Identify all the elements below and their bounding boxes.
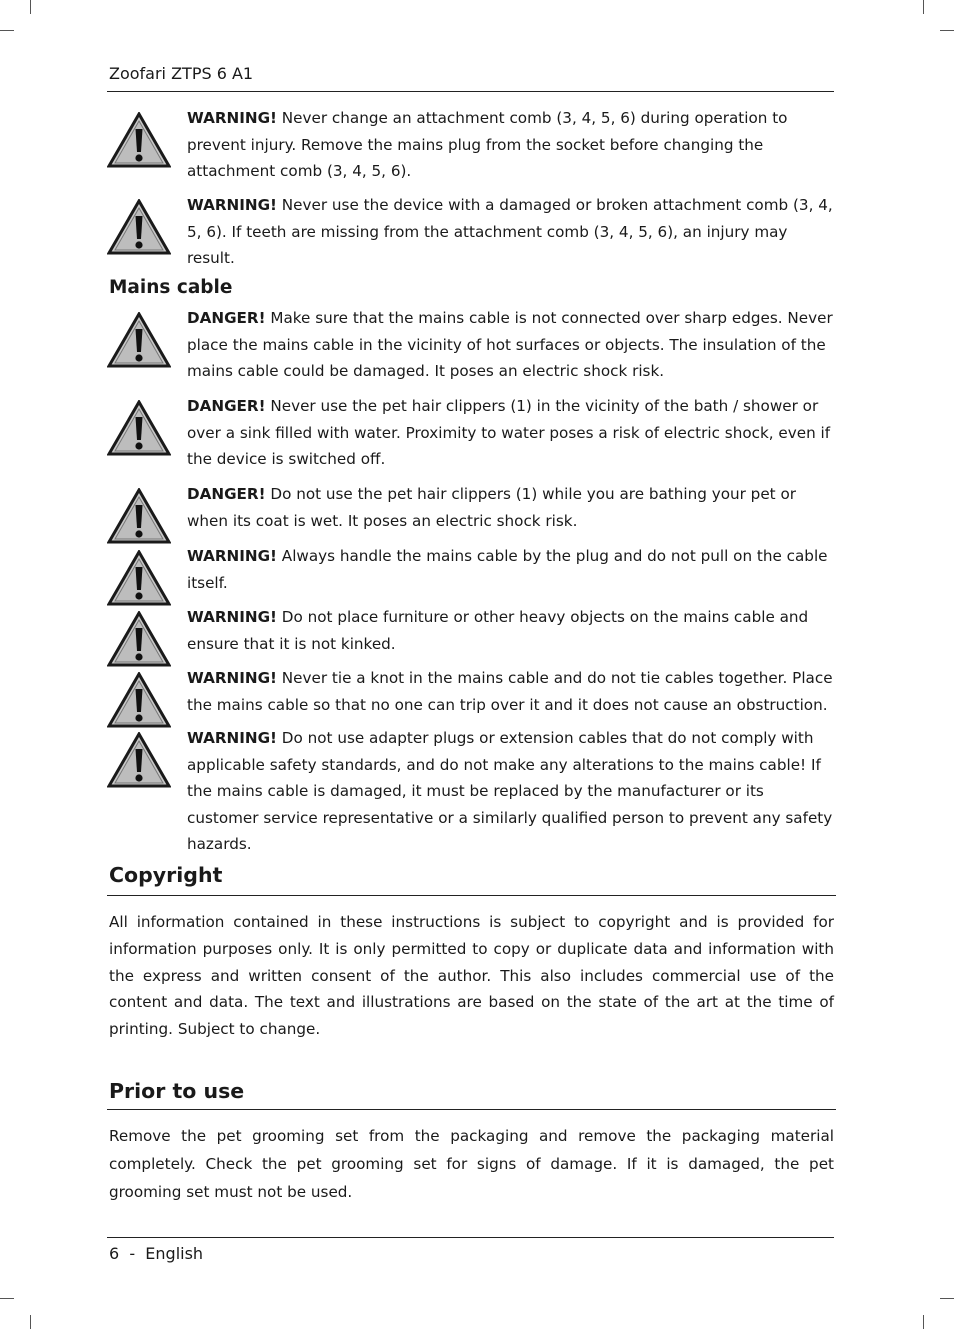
notice-label: WARNING! [187, 729, 277, 747]
notice-body: Never use the pet hair clippers (1) in the vicinity of the bath / shower or over a sink filled with water. Proximity to water poses a risk of electric shock, even if the device is switched off. [187, 397, 831, 468]
notice-label: WARNING! [187, 547, 277, 565]
warning-triangle-icon [107, 672, 171, 728]
notice-body: Never change an attachment comb (3, 4, 5, 6) during operation to prevent injury. Remove the mains plug from the socket before changing the attachment comb (3, 4, 5, 6). [187, 109, 788, 180]
crop-mark [940, 30, 954, 31]
notice-body: Always handle the mains cable by the plug and do not pull on the cable itself. [187, 547, 828, 592]
warning-triangle-icon [107, 611, 171, 667]
warning-triangle-icon [107, 732, 171, 788]
notice-text [187, 105, 835, 185]
page-header-title: Zoofari ZTPS 6 A1 [109, 64, 254, 83]
crop-mark [0, 1298, 14, 1299]
notice-text [187, 604, 835, 657]
notice-body: Make sure that the mains cable is not connected over sharp edges. Never place the mains cable in the vicinity of hot surfaces or objects. The insulation of the mains cable could be damaged. It poses an electric shock risk. [187, 309, 833, 380]
copyright-heading: Copyright [109, 863, 223, 887]
crop-mark [923, 0, 924, 14]
header-divider [107, 91, 834, 92]
notice-text [187, 665, 835, 718]
notice-body: Do not place furniture or other heavy objects on the mains cable and ensure that it is not kinked. [187, 608, 809, 653]
crop-mark [0, 30, 14, 31]
notice-label: WARNING! [187, 109, 277, 127]
notice-label: DANGER! [187, 397, 266, 415]
notice-text [187, 725, 835, 858]
crop-mark [30, 0, 31, 14]
warning-triangle-icon [107, 488, 171, 544]
notice-text [187, 192, 835, 272]
crop-mark [940, 1298, 954, 1299]
notice-text [187, 305, 835, 385]
notice-label: WARNING! [187, 196, 277, 214]
prior-to-use-paragraph: Remove the pet grooming set from the packaging and remove the packaging material completely. Check the pet grooming set for signs of damage. If it is damaged, the pet grooming set must not be used. [109, 1127, 834, 1201]
notice-text [187, 543, 835, 596]
warning-triangle-icon [107, 199, 171, 255]
mains-cable-heading: Mains cable [109, 277, 233, 298]
prior-to-use-divider [107, 1109, 836, 1110]
warning-triangle-icon [107, 312, 171, 368]
notice-text [187, 393, 835, 473]
warning-triangle-icon [107, 550, 171, 606]
footer-divider [107, 1237, 834, 1238]
notice-label: DANGER! [187, 309, 266, 327]
notice-label: WARNING! [187, 608, 277, 626]
copyright-divider [107, 895, 836, 896]
notice-text [187, 481, 835, 534]
warning-triangle-icon [107, 400, 171, 456]
notice-body: Do not use adapter plugs or extension cables that do not comply with applicable safety standards, and do not make any alterations to the mains cable! If the mains cable is damaged, it must be replaced by the manufacturer or its customer service representative or a similarly qualified person to prevent any safety hazards. [187, 729, 833, 853]
page-footer: 6 - English [109, 1244, 204, 1263]
notice-label: DANGER! [187, 485, 266, 503]
prior-to-use-heading: Prior to use [109, 1079, 245, 1103]
crop-mark [30, 1315, 31, 1329]
notice-label: WARNING! [187, 669, 277, 687]
crop-mark [923, 1315, 924, 1329]
warning-triangle-icon [107, 112, 171, 168]
notice-body: Do not use the pet hair clippers (1) while you are bathing your pet or when its coat is wet. It poses an electric shock risk. [187, 485, 796, 530]
copyright-paragraph: All information contained in these instructions is subject to copyright and is provided for information purposes only. It is only permitted to copy or duplicate data and information with the express and written consent of the author. This also includes commercial use of the content and data. The text and illustrations are based on the state of the art at the time of printing. Subject to change. [109, 913, 834, 1039]
notice-body: Never use the device with a damaged or broken attachment comb (3, 4, 5, 6). If teeth are missing from the attachment comb (3, 4, 5, 6), an injury may result. [187, 196, 833, 267]
notice-body: Never tie a knot in the mains cable and do not tie cables together. Place the mains cable so that no one can trip over it and it does not cause an obstruction. [187, 669, 833, 714]
